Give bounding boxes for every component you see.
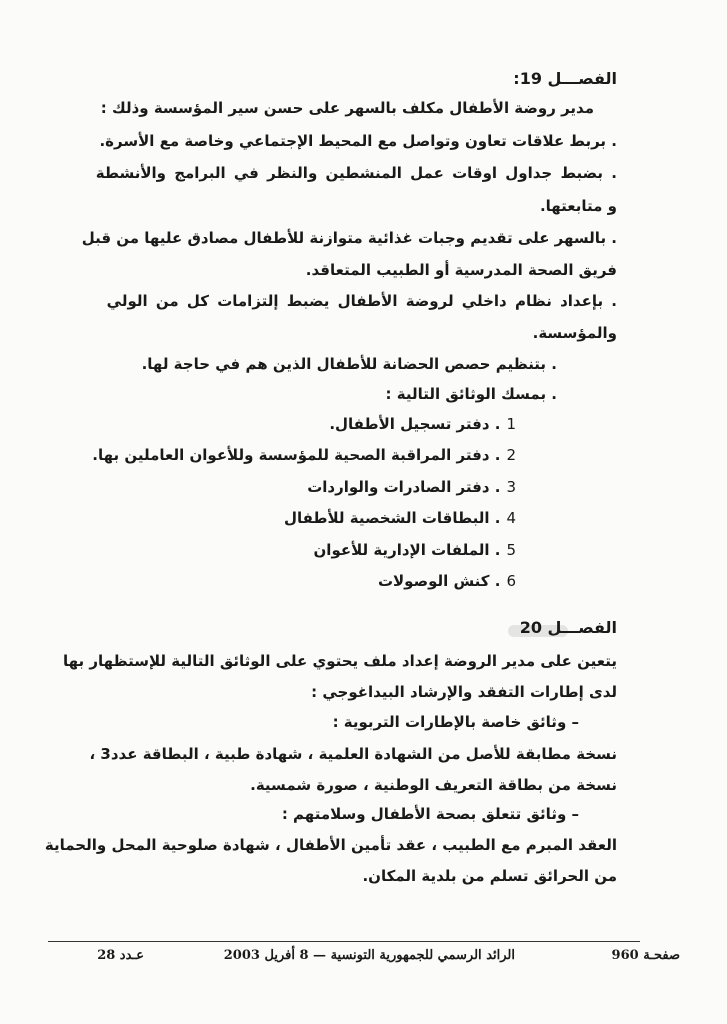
list-text: . البطاقات الشخصية للأطفال [283,509,501,527]
paragraph-line: . بتنظيم حصص الحضانة للأطفال الذين هم في حاجة لها. [141,355,557,373]
footer-page-number: صفحـة 960 [611,948,680,963]
paragraph-line: و متابعتها. [539,197,617,215]
article-19-title: الفصـــل 19: [513,69,617,88]
paragraph-line: العقد المبرم مع الطبيب ، عقد تأمين الأطفال ، شهادة صلوحية المحل والحماية [44,836,617,854]
list-text: . كنش الوصولات [377,572,501,590]
paragraph-line: . بمسك الوثائق التالية : [385,385,557,403]
paragraph-line: فريق الصحة المدرسية أو الطبيب المتعاقد. [305,261,617,279]
paragraph-line: لدى إطارات التفقد والإرشاد البيداغوجي : [311,683,617,701]
list-item [92,445,516,465]
list-item [378,571,516,591]
paragraph-line: . بضبط جداول اوقات عمل المنشطين والنظر في البرامج والأنشطة [95,164,617,182]
paragraph-line: . بربط علاقات تعاون وتواصل مع المحيط الإجتماعي وخاصة مع الأسرة. [99,132,617,150]
list-text: . دفتر المراقبة الصحية للمؤسسة وللأعوان العاملين بها. [92,446,501,464]
list-number: 5 [506,541,516,559]
list-text: . دفتر الصادرات والواردات [307,478,501,496]
list-item [284,508,516,528]
footer-rule [48,941,640,942]
paragraph-line: نسخة مطابقة للأصل من الشهادة العلمية ، شهادة طبية ، البطاقة عدد3 ، [89,745,617,763]
list-item [329,414,516,434]
list-text: . الملفات الإدارية للأعوان [313,541,501,559]
paragraph-line: – وثائق تتعلق بصحة الأطفال وسلامتهم : [281,805,579,823]
list-item [314,540,517,560]
list-number: 1 [506,415,516,433]
footer-journal: الرائد الرسمي للجمهورية التونسية — 8 أفريل 2003 [223,948,515,963]
paragraph-line: – وثائق خاصة بالإطارات التربوية : [332,713,579,731]
paragraph-line: والمؤسسة. [532,324,617,342]
list-number: 6 [506,572,516,590]
footer-issue: عـدد 28 [97,948,144,963]
article-20-title: الفصـــل 20 [519,618,617,637]
paragraph-line: نسخة من بطاقة التعريف الوطنية ، صورة شمسية. [250,776,617,794]
list-number: 4 [506,509,516,527]
list-item [307,477,516,497]
paragraph-line: . بالسهر على تقديم وجبات غذائية متوازنة للأطفال مصادق عليها من قبل [81,229,617,247]
list-number: 2 [506,446,516,464]
list-number: 3 [506,478,516,496]
list-text: . دفتر تسجيل الأطفال. [329,415,501,433]
article-19-intro: مدير روضة الأطفال مكلف بالسهر على حسن سير المؤسسة وذلك : [100,99,594,117]
paragraph-line: . بإعداد نظام داخلي لروضة الأطفال يضبط إلتزامات كل من الولي [106,292,617,310]
paragraph-line: يتعين على مدير الروضة إعداد ملف يحتوي على الوثائق التالية للإستظهار بها [62,652,617,670]
paragraph-line: من الحرائق تسلم من بلدية المكان. [362,867,617,885]
